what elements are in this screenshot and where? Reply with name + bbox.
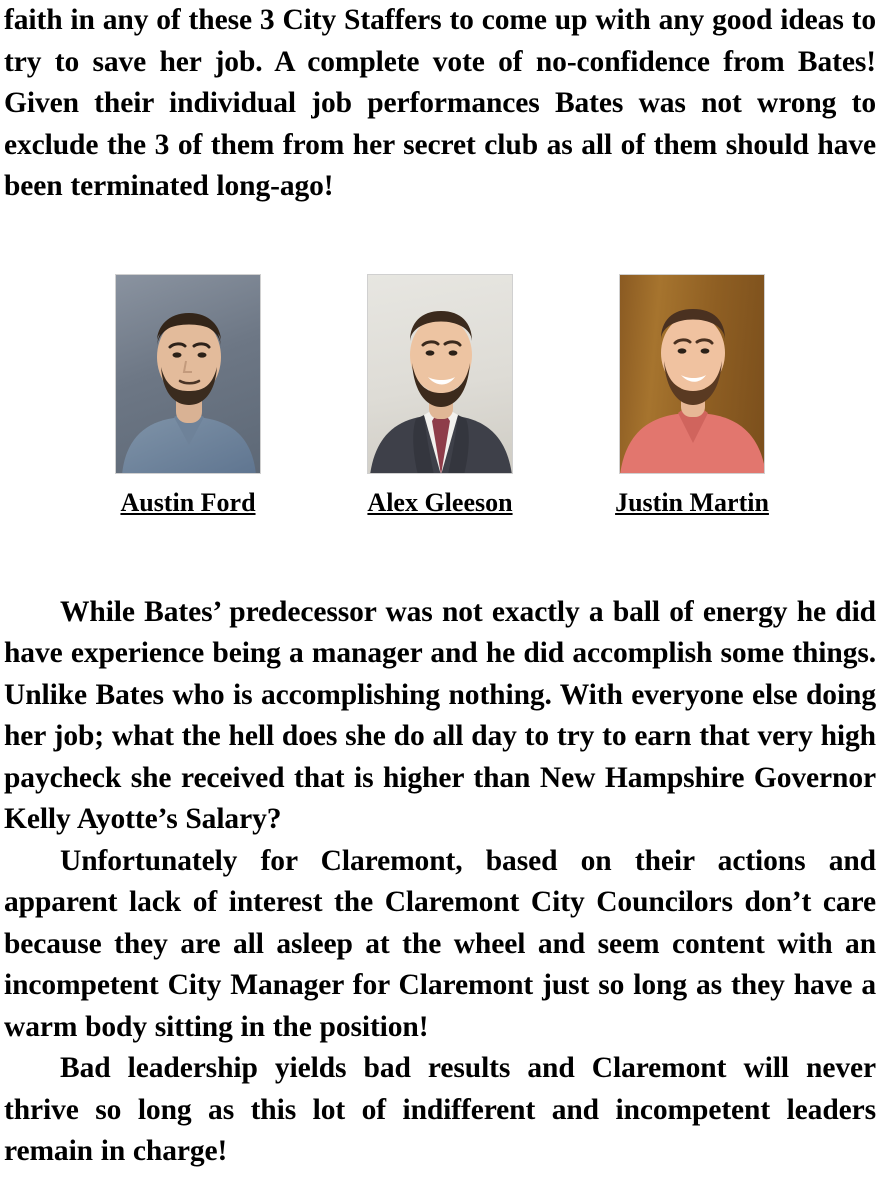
headshot-row	[4, 274, 876, 518]
headshot-caption-austin-ford: Austin Ford	[120, 487, 256, 517]
headshot-caption-justin-martin: Justin Martin	[615, 487, 769, 517]
portrait-illustration-alex-gleeson	[368, 275, 513, 474]
portrait-illustration-justin-martin	[620, 275, 765, 474]
headshot-block-austin-ford	[98, 274, 278, 518]
headshot-alex-gleeson	[367, 274, 513, 474]
headshot-block-justin-martin	[602, 274, 782, 518]
headshot-caption-alex-gleeson: Alex Gleeson	[367, 487, 513, 517]
headshot-block-alex-gleeson	[350, 274, 530, 518]
paragraph-city-councilors: Unfortunately for Claremont, based on their actions and apparent lack of interest the Claremont City Councilors don’t care because they are all asleep at the wheel and seem content with an incompetent City Manager for Claremont just so long as they have a warm body sitting in the position!	[4, 844, 876, 1043]
portrait-illustration-austin-ford	[116, 275, 261, 474]
headshot-justin-martin	[619, 274, 765, 474]
paragraph-predecessor: While Bates’ predecessor was not exactly a ball of energy he did have experience being a manager and he did accomplish some things. Unlike Bates who is accomplishing nothing. With everyone else doing her job; what the hell does she do all day to try to earn that very high paycheck she received that is higher than New Hampshire Governor Kelly Ayotte’s Salary?	[4, 595, 876, 835]
headshot-austin-ford	[115, 274, 261, 474]
paragraph-bad-leadership: Bad leadership yields bad results and Claremont will never thrive so long as this lot of indifferent and incompetent leaders remain in charge!	[4, 1052, 876, 1167]
paragraph-continued-text: faith in any of these 3 City Staffers to come up with any good ideas to try to save her job. A complete vote of no-confidence from Bates! Given their individual job performances Bates was not wrong to exclude the 3 of them from her secret club as all of them should have been terminated long-ago!	[4, 4, 876, 202]
spacer-above-photos	[4, 208, 876, 274]
spacer-below-photos	[4, 518, 876, 592]
